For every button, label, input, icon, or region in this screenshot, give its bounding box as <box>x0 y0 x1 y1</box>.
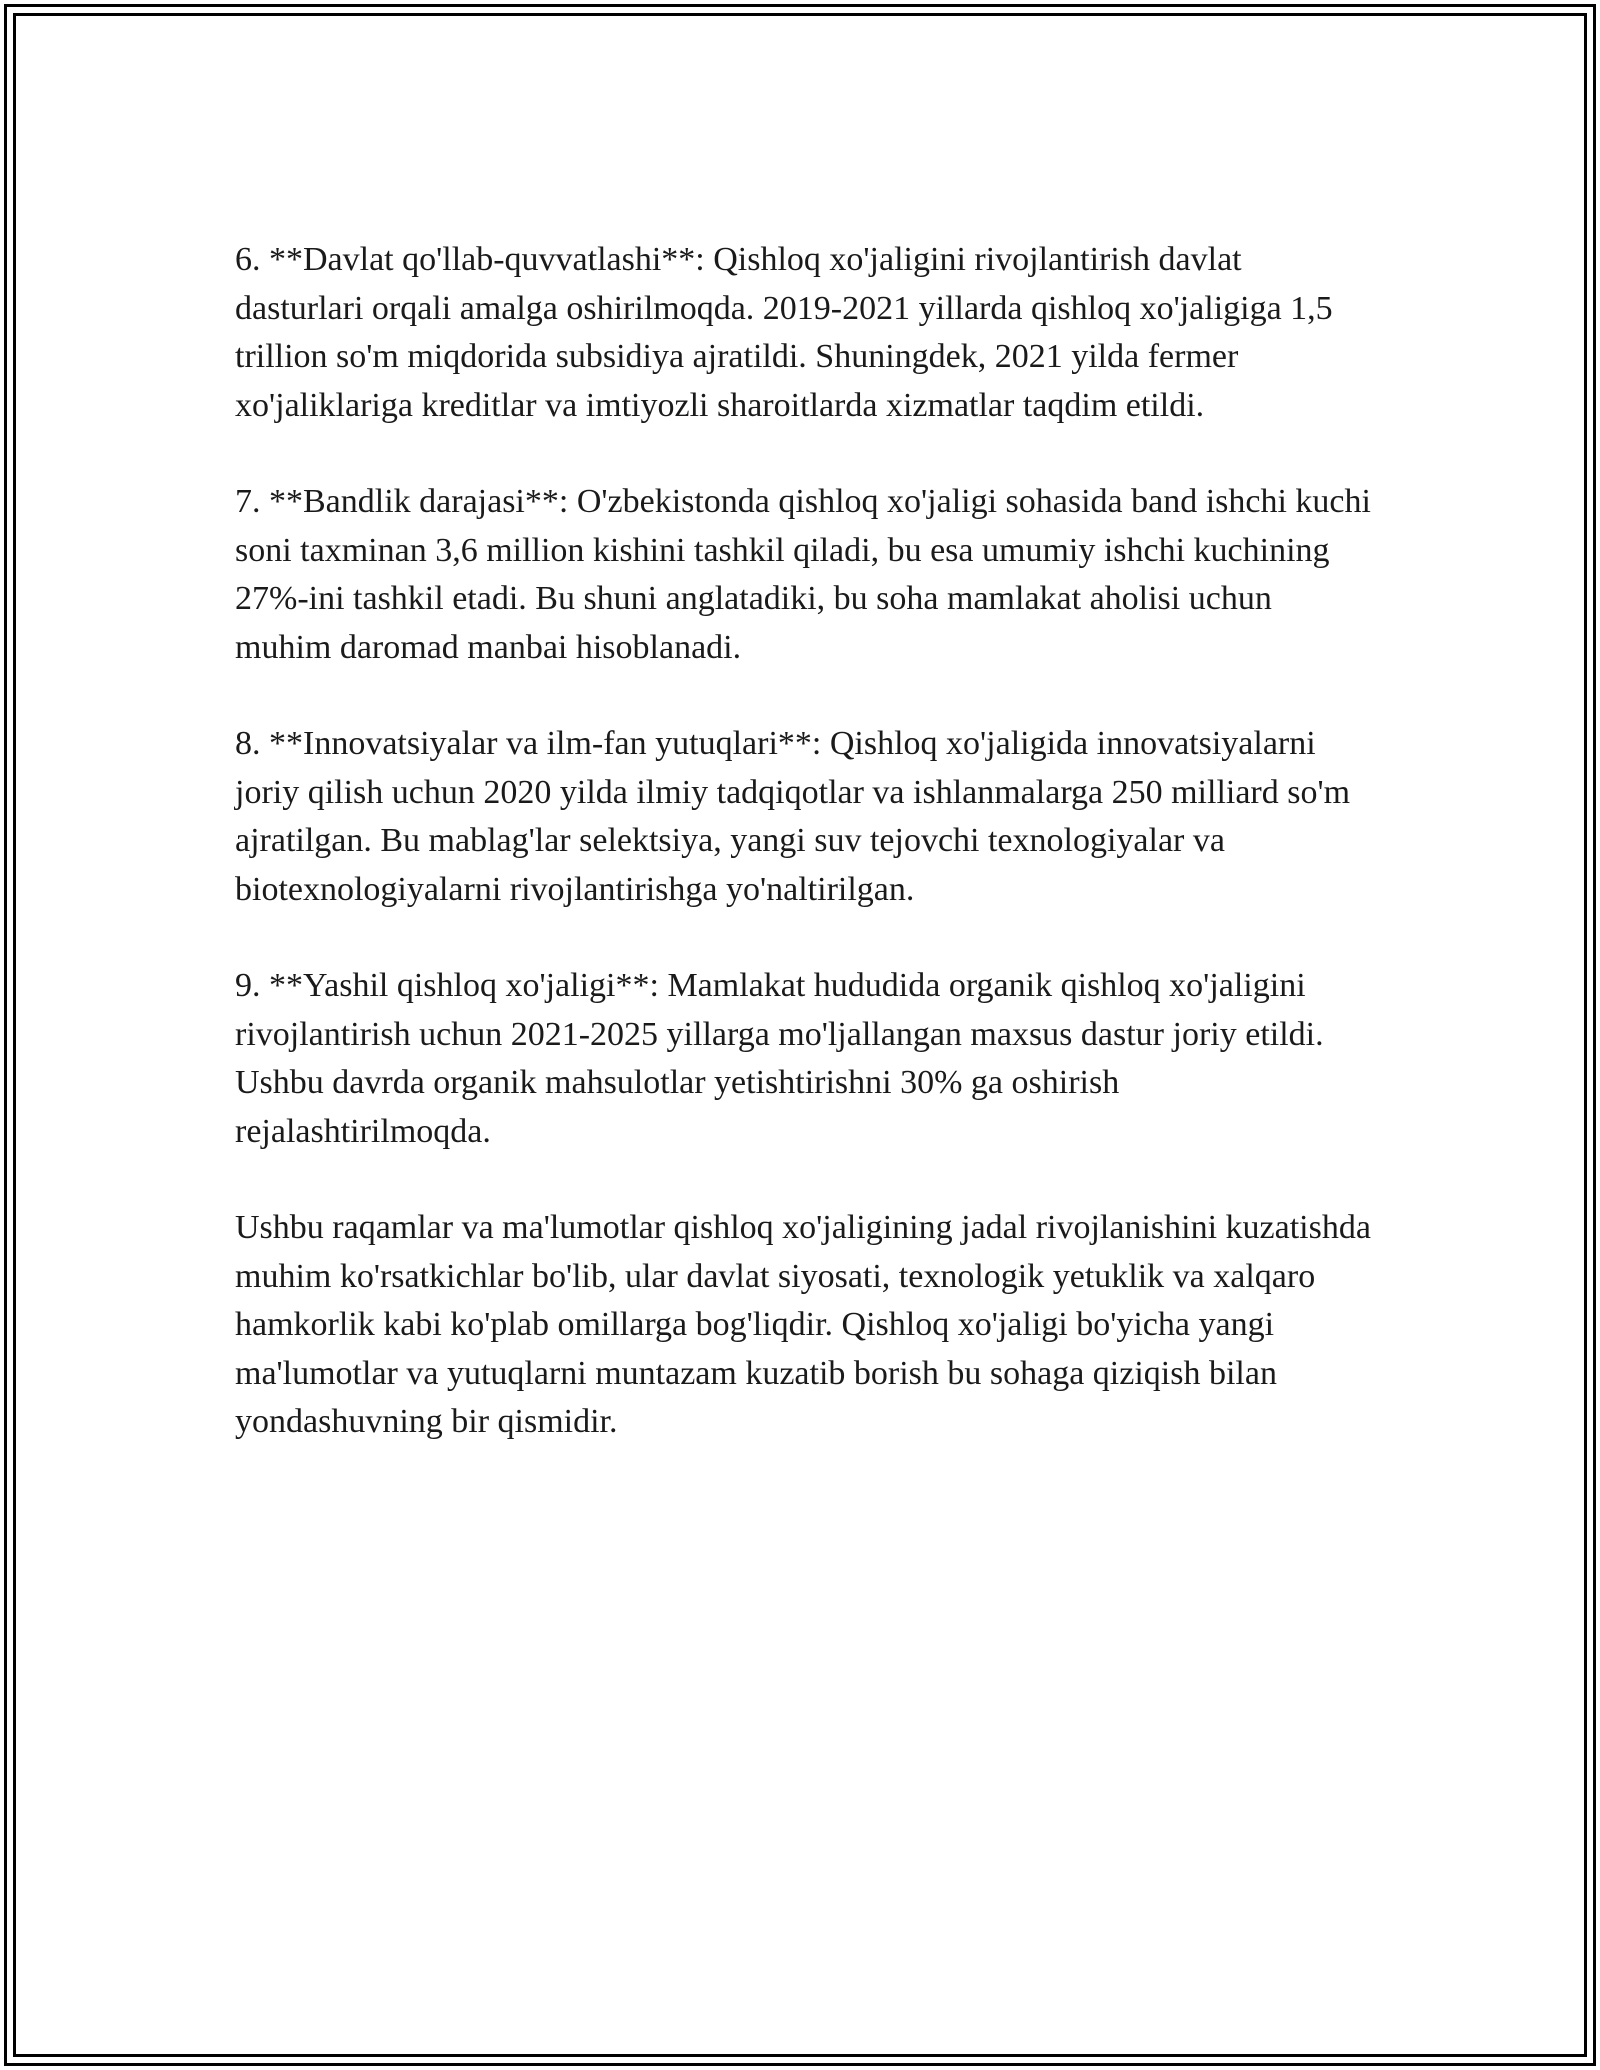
paragraph-yashil-qishloq-xojaligi: 9. **Yashil qishloq xo'jaligi**: Mamlakat hududida organik qishloq xo'jaligini rivojlantirish uchun 2021-2025 yillarga mo'ljallangan maxsus dastur joriy etildi. Ushbu davrda organik mahsulotlar yetishtirishni 30% ga oshirish rejalashtirilmoqda. <box>235 967 1324 1150</box>
paragraph-innovatsiyalar: 8. **Innovatsiyalar va ilm-fan yutuqlari**: Qishloq xo'jaligida innovatsiyalarni joriy qilish uchun 2020 yilda ilmiy tadqiqotlar va ishlanmalarga 250 milliard so'm ajratilgan. Bu mablag'lar selektsiya, yangi suv tejovchi texnologiyalar va biotexnologiyalarni rivojlantirishga yo'naltirilgan. <box>235 725 1351 908</box>
paragraph-bandlik-darajasi: 7. **Bandlik darajasi**: O'zbekistonda qishloq xo'jaligi sohasida band ishchi kuchi soni taxminan 3,6 million kishini tashkil qiladi, bu esa umumiy ishchi kuchining 27%-ini tashkil etadi. Bu shuni anglatadiki, bu soha mamlakat aholisi uchun muhim daromad manbai hisoblanadi. <box>235 483 1371 666</box>
paragraph-conclusion: Ushbu raqamlar va ma'lumotlar qishloq xo'jaligining jadal rivojlanishini kuzatishda muhim ko'rsatkichlar bo'lib, ular davlat siyosati, texnologik yetuklik va xalqaro hamkorlik kabi ko'plab omillarga bog'liqdir. Qishloq xo'jaligi bo'yicha yangi ma'lumotlar va yutuqlarni muntazam kuzatib borish bu sohaga qiziqish bilan yondashuvning bir qismidir. <box>235 1209 1371 1440</box>
document-body <box>235 236 1375 1495</box>
paragraph-davlat-qollab-quvvatlashi: 6. **Davlat qo'llab-quvvatlashi**: Qishloq xo'jaligini rivojlantirish davlat dasturlari orqali amalga oshirilmoqda. 2019-2021 yillarda qishloq xo'jaligiga 1,5 trillion so'm miqdorida subsidiya ajratildi. Shuningdek, 2021 yilda fermer xo'jaliklariga kreditlar va imtiyozli sharoitlarda xizmatlar taqdim etildi. <box>235 241 1333 424</box>
